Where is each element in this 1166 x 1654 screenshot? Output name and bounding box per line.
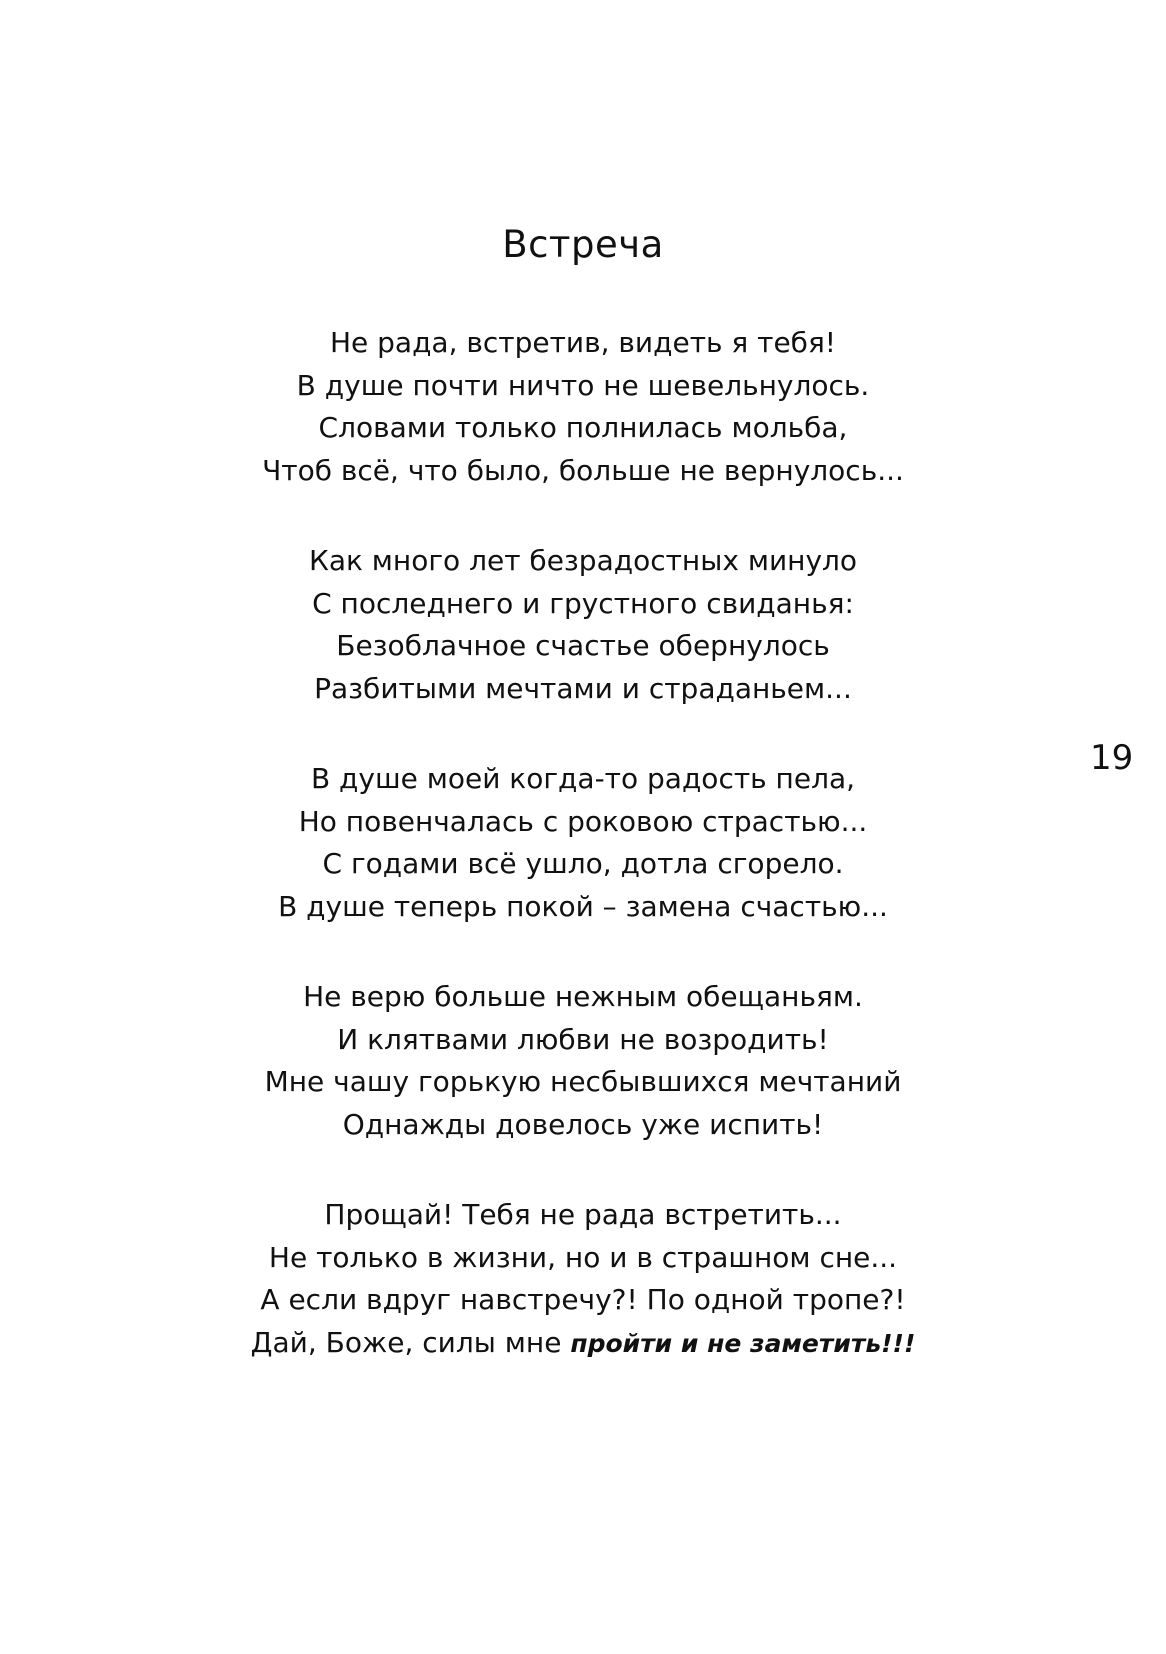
poem-line: С последнего и грустного свиданья: [312,586,854,620]
poem-body [0,322,1166,1413]
page-number: 19 [1090,738,1134,778]
poem-line: Безоблачное счастье обернулось [336,629,830,662]
poem-line: Не верю больше нежным обещаньям. [303,980,863,1013]
poem-line: Как много лет безрадостных минуло [308,544,858,577]
poem-line: Словами только полнилась мольба, [318,411,848,444]
stanza [0,758,1166,928]
poem-line: А если вдруг навстречу?! По одной тропе?! [260,1283,906,1316]
poem-line: Однажды довелось уже испить! [342,1107,824,1141]
poem-line: И клятвами любви не возродить! [337,1022,829,1056]
poem-line: В душе моей когда-то радость пела, [310,762,856,795]
poem-line: Разбитыми мечтами и страданьем... [314,671,852,705]
poem-line: Но повенчалась с роковою страстью... [298,804,868,838]
poem-line: С годами всё ушло, дотла сгорело. [322,847,844,880]
poem-line: Мне чашу горькую несбывшихся мечтаний [264,1065,902,1098]
stanza [0,1194,1166,1365]
stanza [0,976,1166,1146]
poem-line: Не только в жизни, но и в страшном сне... [268,1240,898,1274]
emphasized-phrase: пройти и не заметить!!! [570,1328,916,1358]
poem-line: В душе почти ничто не шевельнулось. [296,368,870,402]
poem-line: Не рада, встретив, видеть я тебя! [329,326,837,359]
stanza [0,540,1166,710]
poem-line-start: Дай, Боже, силы мне [250,1325,571,1359]
poem-line: Прощай! Тебя не рада встретить... [324,1198,842,1231]
poem-line: В душе теперь покой – замена счастью... [278,889,888,923]
poem-line [0,1322,1166,1366]
stanza [0,322,1166,492]
poem-title: Встреча [502,223,664,266]
poem-line: Чтоб всё, что было, больше не вернулось... [262,453,904,487]
